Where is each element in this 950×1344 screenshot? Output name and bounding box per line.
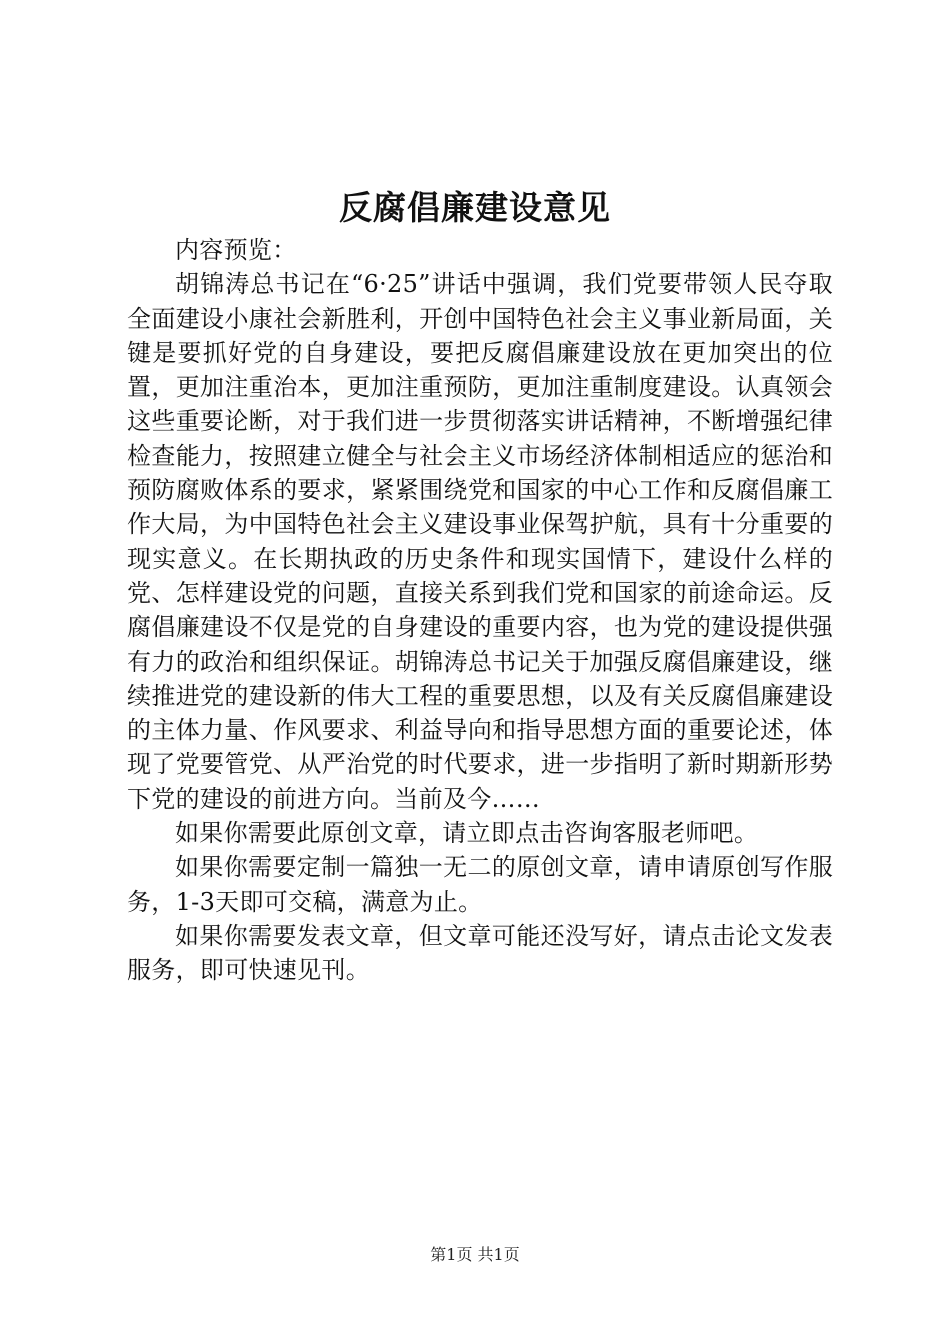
page-footer: 第1页 共1页 — [430, 1245, 520, 1264]
document-title: 反腐倡廉建设意见 — [339, 188, 611, 227]
notice-publishing: 如果你需要发表文章，但文章可能还没写好，请点击论文发表服务，即可快速见刊。 — [127, 921, 833, 985]
main-paragraph: 胡锦涛总书记在“6·25”讲话中强调，我们党要带领人民夺取全面建设小康社会新胜利，开创中国特色社会主义事业新局面，关键是要抓好党的自身建设，要把反腐倡廉建设放在更加突出的位置，更加注重治本，更加注重预防，更加注重制度建设。认真领会这些重要论断，对于我们进一步贯彻落实讲话精神，不断增强纪律检查能力，按照建立健全与社会主义市场经济体制相适应的惩治和预防腐败体系的要求，紧紧围绕党和国家的中心工作和反腐倡廉工作大局，为中国特色社会主义建设事业保驾护航，具有十分重要的现实意义。在长期执政的历史条件和现实国情下，建设什么样的党、怎样建设党的问题，直接关系到我们党和国家的前途命运。反腐倡廉建设不仅是党的自身建设的重要内容，也为党的建设提供强有力的政治和组织保证。胡锦涛总书记关于加强反腐倡廉建设，继续推进党的建设新的伟大工程的重要思想，以及有关反腐倡廉建设的主体力量、作风要求、利益导向和指导思想方面的重要论述，体现了党要管党、从严治党的时代要求，进一步指明了新时期新形势下党的建设的前进方向。当前及今…… — [127, 270, 833, 813]
notice-custom-writing: 如果你需要定制一篇独一无二的原创文章，请申请原创写作服务，1-3天即可交稿，满意为止。 — [127, 853, 833, 916]
document-body — [127, 233, 833, 988]
preview-label: 内容预览： — [175, 236, 297, 264]
notice-consult: 如果你需要此原创文章，请立即点击咨询客服老师吧。 — [175, 819, 759, 848]
